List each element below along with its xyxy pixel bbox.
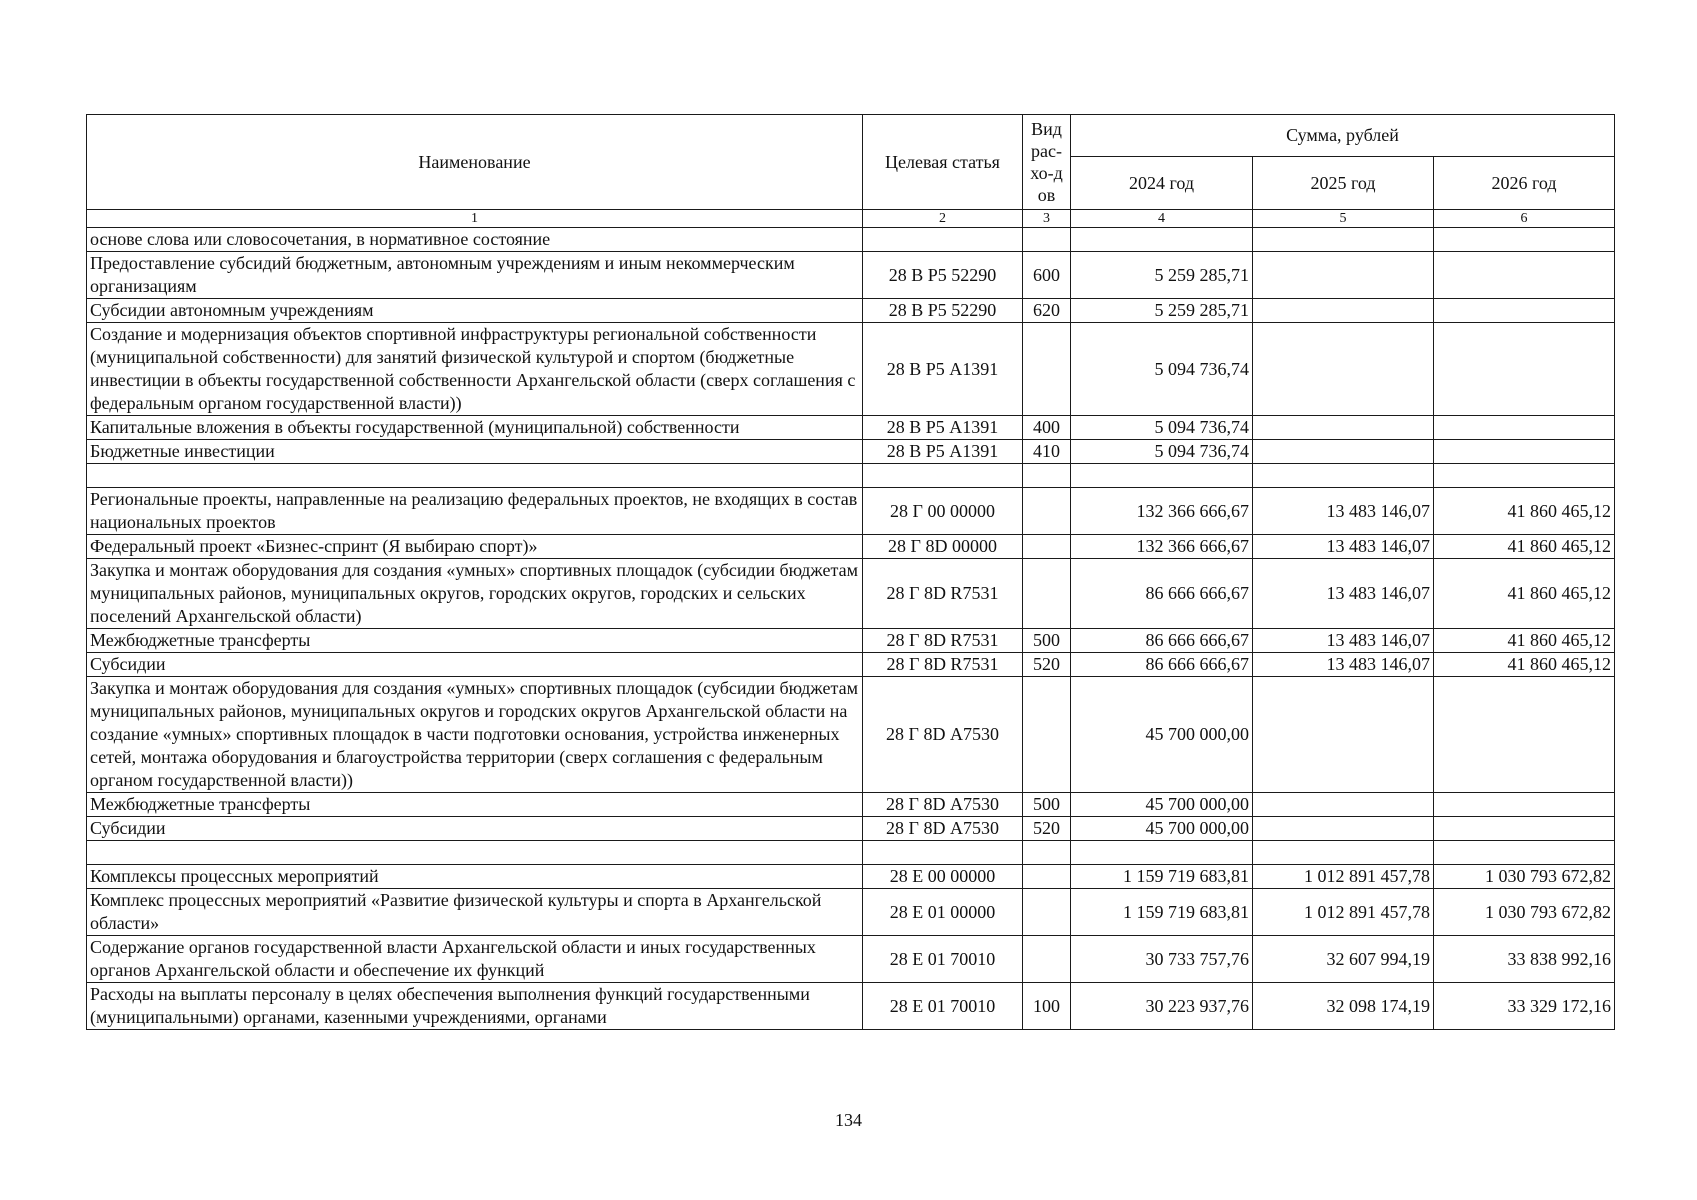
row-sum-2026 [1434, 793, 1615, 817]
row-expense-kind: 600 [1023, 252, 1071, 299]
row-sum-2025 [1253, 416, 1434, 440]
table-body [87, 228, 1615, 1030]
row-expense-kind: 520 [1023, 817, 1071, 841]
row-sum-2025 [1253, 841, 1434, 865]
column-number-4: 4 [1071, 210, 1253, 228]
row-sum-2026 [1434, 677, 1615, 793]
row-sum-2026 [1434, 817, 1615, 841]
row-expense-kind [1023, 488, 1071, 535]
row-expense-kind [1023, 889, 1071, 936]
row-target-article: 28 Е 01 70010 [863, 936, 1023, 983]
row-target-article: 28 В Р5 А1391 [863, 416, 1023, 440]
row-expense-kind [1023, 228, 1071, 252]
table-row [87, 440, 1615, 464]
row-sum-2025 [1253, 817, 1434, 841]
row-sum-2025 [1253, 464, 1434, 488]
row-sum-2024: 5 259 285,71 [1071, 299, 1253, 323]
row-target-article: 28 Е 00 00000 [863, 865, 1023, 889]
column-number-6: 6 [1434, 210, 1615, 228]
row-sum-2024: 86 666 666,67 [1071, 559, 1253, 629]
row-sum-2026: 1 030 793 672,82 [1434, 889, 1615, 936]
row-sum-2025: 13 483 146,07 [1253, 653, 1434, 677]
row-sum-2025: 13 483 146,07 [1253, 488, 1434, 535]
row-expense-kind [1023, 464, 1071, 488]
row-sum-2024: 1 159 719 683,81 [1071, 865, 1253, 889]
row-sum-2025 [1253, 252, 1434, 299]
row-name: Закупка и монтаж оборудования для создания «умных» спортивных площадок (субсидии бюджетам муниципальных районов, муниципальных округов, городских округов, городских и сельских поселений Архангельской области) [87, 559, 863, 629]
row-expense-kind [1023, 677, 1071, 793]
row-expense-kind: 100 [1023, 983, 1071, 1030]
row-sum-2025: 13 483 146,07 [1253, 559, 1434, 629]
header-year-2024: 2024 год [1071, 157, 1253, 210]
row-sum-2024: 5 259 285,71 [1071, 252, 1253, 299]
row-sum-2026: 33 329 172,16 [1434, 983, 1615, 1030]
row-sum-2026 [1434, 323, 1615, 416]
row-sum-2025 [1253, 677, 1434, 793]
row-sum-2024: 86 666 666,67 [1071, 629, 1253, 653]
row-sum-2024: 45 700 000,00 [1071, 817, 1253, 841]
row-sum-2024: 45 700 000,00 [1071, 793, 1253, 817]
row-sum-2025 [1253, 440, 1434, 464]
row-target-article: 28 Г 8D R7531 [863, 629, 1023, 653]
row-sum-2024: 132 366 666,67 [1071, 488, 1253, 535]
row-sum-2025: 13 483 146,07 [1253, 535, 1434, 559]
row-sum-2025 [1253, 228, 1434, 252]
row-sum-2026: 41 860 465,12 [1434, 488, 1615, 535]
header-sum: Сумма, рублей [1071, 115, 1615, 157]
table-row [87, 299, 1615, 323]
row-target-article [863, 464, 1023, 488]
row-sum-2025 [1253, 299, 1434, 323]
row-target-article: 28 Г 8D А7530 [863, 817, 1023, 841]
row-expense-kind [1023, 841, 1071, 865]
row-sum-2026 [1434, 252, 1615, 299]
row-sum-2026 [1434, 841, 1615, 865]
column-number-3: 3 [1023, 210, 1071, 228]
table-row [87, 653, 1615, 677]
row-name: Комплексы процессных мероприятий [87, 865, 863, 889]
row-target-article: 28 Е 01 00000 [863, 889, 1023, 936]
row-target-article: 28 Г 8D А7530 [863, 677, 1023, 793]
column-number-1: 1 [87, 210, 863, 228]
row-name [87, 464, 863, 488]
row-sum-2024: 30 733 757,76 [1071, 936, 1253, 983]
table-row [87, 228, 1615, 252]
row-sum-2024: 132 366 666,67 [1071, 535, 1253, 559]
row-target-article: 28 Е 01 70010 [863, 983, 1023, 1030]
row-expense-kind [1023, 559, 1071, 629]
budget-table [86, 114, 1615, 1030]
row-name: Межбюджетные трансферты [87, 629, 863, 653]
table-row [87, 464, 1615, 488]
row-target-article [863, 841, 1023, 865]
row-expense-kind: 400 [1023, 416, 1071, 440]
row-name: Региональные проекты, направленные на реализацию федеральных проектов, не входящих в состав национальных проектов [87, 488, 863, 535]
row-sum-2026: 1 030 793 672,82 [1434, 865, 1615, 889]
header-year-2026: 2026 год [1434, 157, 1615, 210]
row-sum-2025 [1253, 323, 1434, 416]
row-name: Бюджетные инвестиции [87, 440, 863, 464]
row-sum-2025: 1 012 891 457,78 [1253, 889, 1434, 936]
row-sum-2024 [1071, 228, 1253, 252]
row-name: Комплекс процессных мероприятий «Развитие физической культуры и спорта в Архангельской области» [87, 889, 863, 936]
header-name: Наименование [87, 115, 863, 210]
header-year-2025: 2025 год [1253, 157, 1434, 210]
row-expense-kind: 620 [1023, 299, 1071, 323]
row-name: Содержание органов государственной власти Архангельской области и иных государственных органов Архангельской области и обеспечение их функций [87, 936, 863, 983]
table-row [87, 535, 1615, 559]
row-sum-2024 [1071, 464, 1253, 488]
row-sum-2024: 30 223 937,76 [1071, 983, 1253, 1030]
table-row [87, 936, 1615, 983]
row-target-article [863, 228, 1023, 252]
row-sum-2025: 32 607 994,19 [1253, 936, 1434, 983]
row-expense-kind: 500 [1023, 629, 1071, 653]
row-name: Субсидии автономным учреждениям [87, 299, 863, 323]
row-sum-2026 [1434, 464, 1615, 488]
row-target-article: 28 Г 00 00000 [863, 488, 1023, 535]
row-name: Закупка и монтаж оборудования для создания «умных» спортивных площадок (субсидии бюджетам муниципальных районов, муниципальных округов и городских округов Архангельской области на создание «умных» спортивных площадок в части подготовки основания, устройства инженерных сетей, монтажа оборудования и благоустройства территории (сверх соглашения с федеральным органом государственной власти)) [87, 677, 863, 793]
row-expense-kind: 410 [1023, 440, 1071, 464]
row-sum-2026 [1434, 228, 1615, 252]
column-number-2: 2 [863, 210, 1023, 228]
table-row [87, 865, 1615, 889]
row-sum-2026: 41 860 465,12 [1434, 653, 1615, 677]
page-number: 134 [835, 1110, 862, 1130]
header-target-article: Целевая статья [863, 115, 1023, 210]
row-sum-2024: 5 094 736,74 [1071, 440, 1253, 464]
row-sum-2026: 41 860 465,12 [1434, 559, 1615, 629]
table-row [87, 793, 1615, 817]
row-sum-2026: 41 860 465,12 [1434, 629, 1615, 653]
row-sum-2025: 32 098 174,19 [1253, 983, 1434, 1030]
row-target-article: 28 В Р5 52290 [863, 252, 1023, 299]
row-sum-2026 [1434, 416, 1615, 440]
header-expense-kind: Вид рас-хо-дов [1023, 115, 1071, 210]
table-row [87, 817, 1615, 841]
row-expense-kind [1023, 936, 1071, 983]
table-row [87, 416, 1615, 440]
row-name: Федеральный проект «Бизнес-спринт (Я выбираю спорт)» [87, 535, 863, 559]
row-sum-2026 [1434, 299, 1615, 323]
table-row [87, 559, 1615, 629]
row-name [87, 841, 863, 865]
table-row [87, 323, 1615, 416]
row-expense-kind: 500 [1023, 793, 1071, 817]
row-sum-2024: 1 159 719 683,81 [1071, 889, 1253, 936]
row-target-article: 28 В Р5 52290 [863, 299, 1023, 323]
row-sum-2024: 5 094 736,74 [1071, 416, 1253, 440]
table-row [87, 841, 1615, 865]
row-sum-2026 [1434, 440, 1615, 464]
row-sum-2024: 5 094 736,74 [1071, 323, 1253, 416]
table-row [87, 889, 1615, 936]
column-number-5: 5 [1253, 210, 1434, 228]
row-name: Межбюджетные трансферты [87, 793, 863, 817]
table-row [87, 677, 1615, 793]
row-target-article: 28 Г 8D А7530 [863, 793, 1023, 817]
row-sum-2025 [1253, 793, 1434, 817]
table-row [87, 252, 1615, 299]
table-row [87, 983, 1615, 1030]
table-row [87, 629, 1615, 653]
row-name: Расходы на выплаты персоналу в целях обеспечения выполнения функций государственными (муниципальными) органами, казенными учреждениями, органами [87, 983, 863, 1030]
row-sum-2026: 41 860 465,12 [1434, 535, 1615, 559]
table-row [87, 488, 1615, 535]
row-name: основе слова или словосочетания, в нормативное состояние [87, 228, 863, 252]
row-expense-kind [1023, 535, 1071, 559]
row-name: Субсидии [87, 817, 863, 841]
row-expense-kind [1023, 865, 1071, 889]
row-sum-2024: 45 700 000,00 [1071, 677, 1253, 793]
row-target-article: 28 Г 8D R7531 [863, 653, 1023, 677]
row-name: Предоставление субсидий бюджетным, автономным учреждениям и иным некоммерческим организациям [87, 252, 863, 299]
row-name: Создание и модернизация объектов спортивной инфраструктуры региональной собственности (муниципальной собственности) для занятий физической культурой и спортом (бюджетные инвестиции в объекты государственной собственности Архангельской области (сверх соглашения с федеральным органом государственной власти)) [87, 323, 863, 416]
row-sum-2025: 13 483 146,07 [1253, 629, 1434, 653]
row-expense-kind [1023, 323, 1071, 416]
row-sum-2024 [1071, 841, 1253, 865]
row-target-article: 28 Г 8D R7531 [863, 559, 1023, 629]
row-target-article: 28 В Р5 А1391 [863, 440, 1023, 464]
row-target-article: 28 Г 8D 00000 [863, 535, 1023, 559]
row-target-article: 28 В Р5 А1391 [863, 323, 1023, 416]
row-sum-2026: 33 838 992,16 [1434, 936, 1615, 983]
row-name: Капитальные вложения в объекты государственной (муниципальной) собственности [87, 416, 863, 440]
row-sum-2025: 1 012 891 457,78 [1253, 865, 1434, 889]
row-sum-2024: 86 666 666,67 [1071, 653, 1253, 677]
row-name: Субсидии [87, 653, 863, 677]
row-expense-kind: 520 [1023, 653, 1071, 677]
